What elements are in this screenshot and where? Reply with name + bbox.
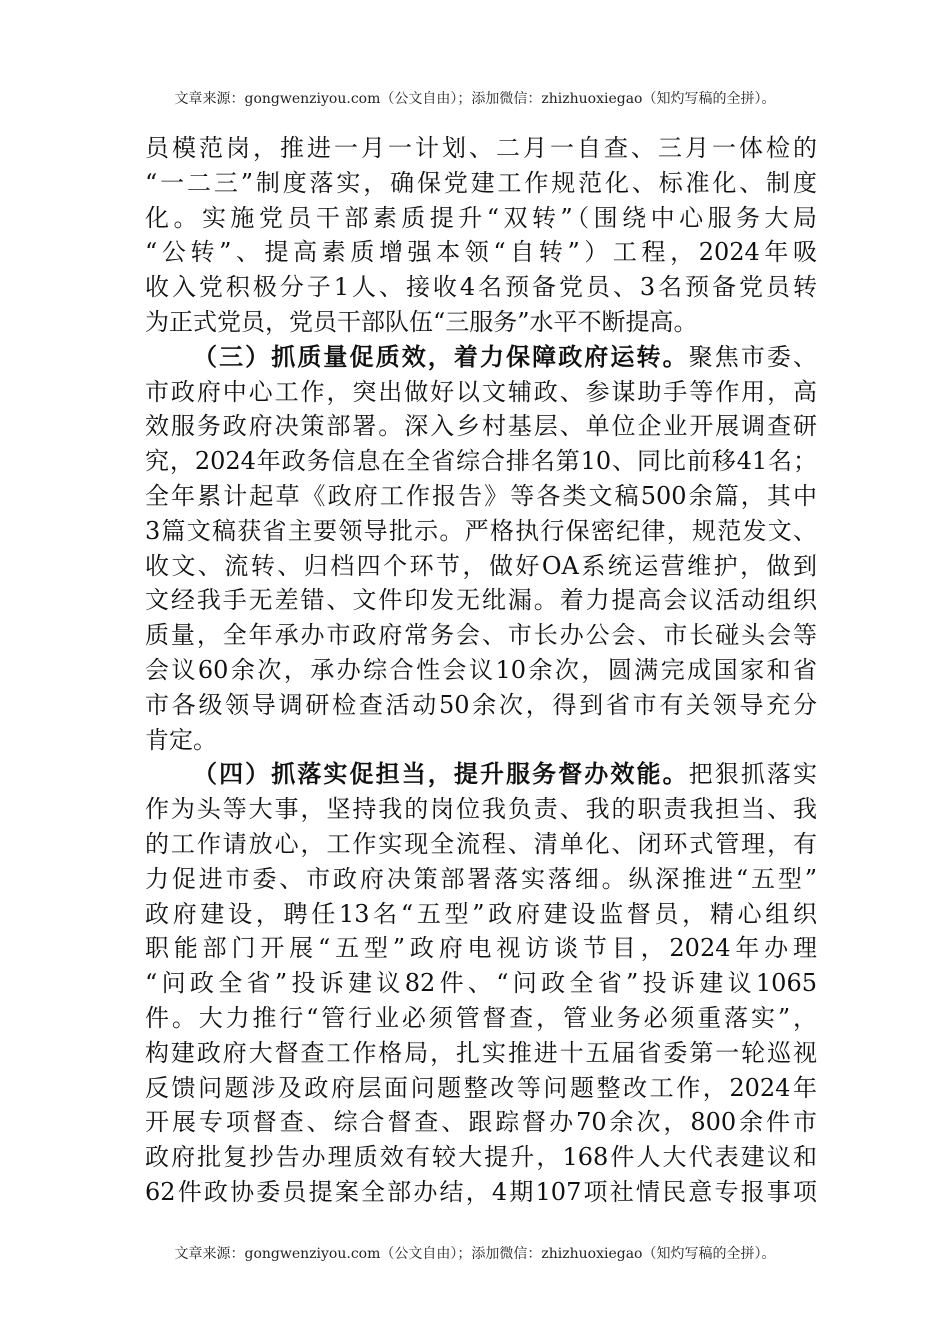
paragraph-line: 的工作请放心，工作实现全流程、清单化、闭环式管理，有 <box>145 829 817 858</box>
paragraph-line: 肯定。 <box>145 725 217 754</box>
page-header: 文章来源：gongwenziyou.com（公文自由）；添加微信：zhizhuoxiegao（知灼写稿的全拼）。 <box>174 91 776 107</box>
paragraph-line: 开展专项督查、综合督查、跟踪督办70余次，800余件市 <box>145 1108 817 1137</box>
paragraph-line-text: 聚焦市委、 <box>688 342 818 371</box>
paragraph-line: 为正式党员，党员干部队伍“三服务”水平不断提高。 <box>145 307 698 336</box>
paragraph-line-text: 把狠抓落实 <box>688 760 818 789</box>
paragraph-line: 政府建设，聘任13名“五型”政府建设监督员，精心组织 <box>145 899 817 928</box>
paragraph-line: 会议60余次，承办综合性会议10余次，圆满完成国家和省 <box>145 655 817 684</box>
section-heading-line <box>145 757 817 792</box>
paragraph-line: 收入党积极分子1人、接收4名预备党员、3名预备党员转 <box>145 273 817 302</box>
paragraph-line: 全年累计起草《政府工作报告》等各类文稿500余篇，其中 <box>145 481 817 510</box>
paragraph-line: 政府批复抄告办理质效有较大提升，168件人大代表建议和 <box>145 1143 817 1172</box>
paragraph-line: “问政全省”投诉建议82件、“问政全省”投诉建议1065 <box>145 969 817 998</box>
paragraph-line: “一二三”制度落实，确保党建工作规范化、标准化、制度 <box>145 168 817 197</box>
paragraph-line: 员模范岗，推进一月一计划、二月一自查、三月一体检的 <box>145 134 817 162</box>
paragraph-line: 力促进市委、市政府决策部署落实落细。纵深推进“五型” <box>145 864 817 893</box>
paragraph-line: 反馈问题涉及政府层面问题整改等问题整改工作，2024年 <box>145 1073 817 1102</box>
section-heading-three: （三）抓质量促质效，着力保障政府运转。 <box>193 341 689 371</box>
paragraph-line: 件。大力推行“管行业必须管督查，管业务必须重落实”， <box>145 1003 817 1032</box>
paragraph-line: 作为头等大事，坚持我的岗位我负责、我的职责我担当、我 <box>145 795 817 824</box>
paragraph-line: 3篇文稿获省主要领导批示。严格执行保密纪律，规范发文、 <box>145 516 817 545</box>
paragraph-line: “公转”、提高素质增强本领“自转”）工程，2024年吸 <box>145 238 817 267</box>
paragraph-line: 职能部门开展“五型”政府电视访谈节目，2024年办理 <box>145 934 817 963</box>
paragraph-line: 效服务政府决策部署。深入乡村基层、单位企业开展调查研 <box>145 412 817 441</box>
paragraph-line: 市各级领导调研检查活动50余次，得到省市有关领导充分 <box>145 690 817 719</box>
paragraph-line: 文经我手无差错、文件印发无纰漏。着力提高会议活动组织 <box>145 586 817 615</box>
paragraph-line: 收文、流转、归档四个环节，做好OA系统运营维护，做到 <box>145 551 817 580</box>
section-heading-line <box>145 340 817 375</box>
page-footer: 文章来源：gongwenziyou.com（公文自由）；添加微信：zhizhuoxiegao（知灼写稿的全拼）。 <box>174 1246 776 1262</box>
paragraph-line: 质量，全年承办市政府常务会、市长办公会、市长碰头会等 <box>145 621 817 650</box>
paragraph-line: 化。实施党员干部素质提升“双转”（围绕中心服务大局 <box>145 203 817 232</box>
document-body <box>145 131 817 1210</box>
paragraph-line: 构建政府大督查工作格局，扎实推进十五届省委第一轮巡视 <box>145 1038 817 1067</box>
paragraph-line: 市政府中心工作，突出做好以文辅政、参谋助手等作用，高 <box>145 377 817 406</box>
paragraph-line: 究，2024年政务信息在全省综合排名第10、同比前移41名； <box>145 447 817 476</box>
section-heading-four: （四）抓落实促担当，提升服务督办效能。 <box>193 759 689 789</box>
paragraph-line: 62件政协委员提案全部办结，4期107项社情民意专报事项 <box>145 1177 817 1206</box>
